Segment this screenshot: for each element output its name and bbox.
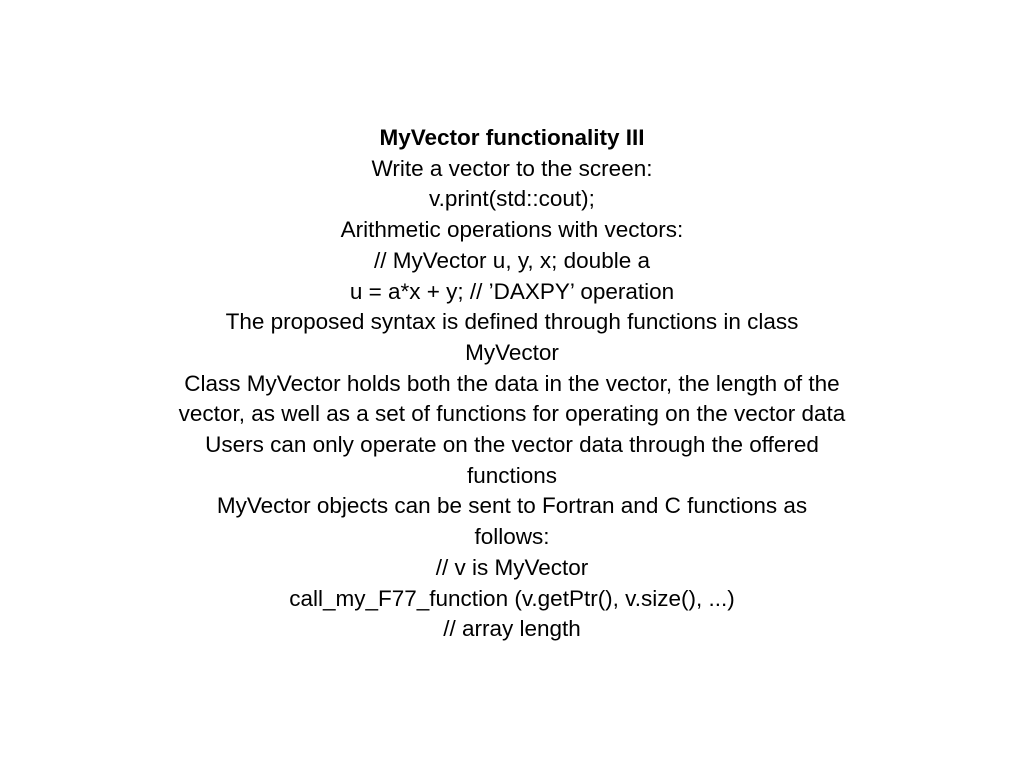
text-line: u = a*x + y; // ’DAXPY’ operation: [349, 278, 675, 304]
text-line: Users can only operate on the vector data through the offered: [205, 432, 819, 458]
text-line: // v is MyVector: [435, 554, 589, 580]
text-line: Write a vector to the screen:: [371, 155, 653, 181]
text-line: vector, as well as a set of functions for operating on the vector data: [178, 401, 846, 427]
text-line: Arithmetic operations with vectors:: [340, 217, 684, 243]
text-line: functions: [466, 462, 558, 488]
text-line: // array length: [443, 616, 581, 642]
text-line: v.print(std::cout);: [429, 186, 595, 212]
text-line: call_my_F77_function (v.getPtr(), v.size(), ...): [289, 585, 735, 611]
text-line: The proposed syntax is defined through functions in class: [225, 309, 799, 335]
text-line: MyVector objects can be sent to Fortran and C functions as: [216, 493, 808, 519]
slide-content: [0, 123, 1024, 645]
text-line: follows:: [474, 524, 550, 550]
text-line: Class MyVector holds both the data in the vector, the length of the: [184, 370, 840, 396]
text-line: // MyVector u, y, x; double a: [374, 247, 650, 273]
slide-title: MyVector functionality III: [379, 125, 645, 150]
text-line: MyVector: [465, 339, 559, 365]
